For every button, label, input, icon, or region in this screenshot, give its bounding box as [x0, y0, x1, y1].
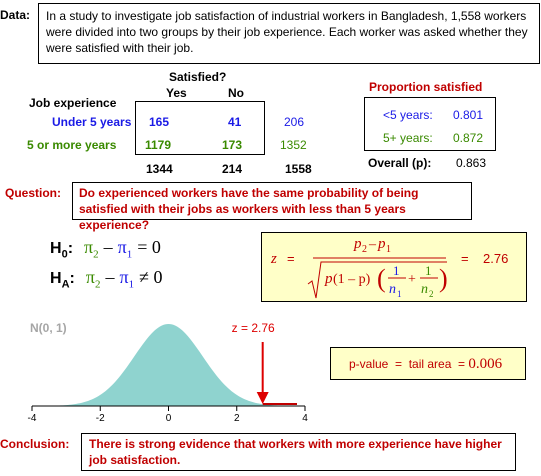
conclusion-label: Conclusion:	[0, 437, 70, 451]
h0-pi1-sub: 1	[126, 248, 133, 261]
formula-frac1-n: n	[389, 282, 396, 297]
pvalue-text: p-value = tail area =	[349, 357, 469, 371]
formula-num-minus: –	[369, 237, 376, 252]
z-annotation: z = 2.76	[231, 321, 275, 335]
proportion-title: Proportion satisfied	[369, 80, 483, 94]
row-under5-no: 41	[228, 115, 242, 129]
ha-pi1-sub: 1	[128, 278, 135, 291]
question-box	[72, 182, 472, 232]
col-no-header: No	[228, 86, 244, 100]
h0-pi1: π	[117, 237, 127, 257]
ha-pi2-sub: 2	[94, 278, 101, 291]
h0-pi2-sub: 2	[93, 248, 99, 261]
pvalue-box	[330, 347, 526, 380]
z-arrow-head	[257, 392, 269, 404]
formula-rparen: )	[439, 264, 448, 293]
question-label: Question:	[5, 186, 61, 200]
formula-num-p2: p	[354, 236, 362, 252]
formula-frac1-sub: 1	[397, 289, 402, 299]
dist-label: N(0, 1)	[30, 321, 67, 335]
h0-hypothesis: $H_0$: $\pi_2 - \pi_1 = 0$	[50, 237, 161, 261]
col-yes-header: Yes	[166, 86, 187, 100]
formula-frac2-sub: 2	[429, 289, 434, 299]
conclusion-box	[81, 433, 516, 471]
formula-plus: +	[408, 272, 416, 287]
formula-z: z	[271, 251, 277, 267]
ha-sub: A	[61, 278, 70, 291]
row-under5-total: 206	[284, 115, 305, 129]
x-tick-label-2: 0	[165, 413, 172, 422]
row-over5-yes: 1179	[145, 138, 172, 152]
proportion-under5-value: 0.801	[453, 108, 484, 122]
formula-svg	[261, 232, 527, 302]
ha-pi2: π	[85, 267, 95, 287]
ha-hypothesis: $H_A$: $\pi_2 - \pi_1 \ne 0$	[50, 267, 163, 291]
data-label: Data:	[0, 8, 31, 22]
ha-label: H	[50, 270, 62, 287]
data-box	[38, 3, 540, 64]
formula-den-one-minus: (1 – p)	[333, 272, 371, 287]
x-tick-label-1: -2	[95, 413, 105, 422]
formula-frac1-one: 1	[393, 263, 400, 278]
h0-sub: 0	[61, 248, 68, 261]
proportion-overall-label: Overall (p):	[368, 156, 432, 170]
formula-result-equals: =	[461, 251, 469, 266]
total-all: 1558	[285, 162, 312, 176]
formula-frac2-n: n	[421, 282, 428, 297]
row-under5-label: Under 5 years	[52, 115, 132, 129]
formula-num-p1: p	[378, 236, 386, 252]
row-over5-no: 173	[222, 138, 243, 152]
h0-minus: –	[103, 237, 113, 257]
x-tick-label-3: 2	[233, 413, 240, 422]
ha-pi1: π	[119, 267, 129, 287]
normal-plot	[0, 310, 330, 422]
data-text: In a study to investigate job satisfaction of industrial workers in Bangladesh, 1,558 workers were divided into two groups by their job experience. Each worker was asked whether they were satisfied with their job.	[46, 9, 528, 55]
proportion-over5-label: 5+ years:	[383, 131, 433, 145]
x-tick-label-0: -4	[27, 413, 37, 422]
formula-frac2-one: 1	[425, 263, 432, 278]
proportion-overall-value: 0.863	[456, 156, 487, 170]
formula-result: 2.76	[483, 251, 509, 266]
row-over5-total: 1352	[280, 138, 307, 152]
formula-equals: =	[287, 251, 295, 266]
x-tick-label-4: 4	[302, 413, 308, 422]
total-no: 214	[222, 162, 243, 176]
row-over5-label: 5 or more years	[27, 138, 117, 152]
h0-label: H	[50, 240, 62, 257]
formula-lparen: (	[377, 264, 386, 293]
h0-pi2: π	[84, 237, 94, 257]
pvalue-value: 0.006	[468, 356, 503, 372]
conclusion-text: There is strong evidence that workers with more experience have higher job satisfaction.	[89, 437, 502, 467]
total-yes: 1344	[146, 162, 173, 176]
formula-num-sub2: 2	[362, 244, 367, 255]
question-text: Do experienced workers have the same probability of being satisfied with their jobs as workers with less than 5 years experience?	[79, 186, 419, 232]
proportion-over5-value: 0.872	[453, 131, 484, 145]
ha-neq: ≠ 0	[139, 267, 163, 287]
formula-num-sub1: 1	[386, 244, 391, 255]
row-under5-yes: 165	[149, 115, 170, 129]
h0-eq: = 0	[137, 237, 161, 257]
row-header: Job experience	[29, 96, 117, 110]
ha-minus: –	[105, 267, 115, 287]
satisfied-header: Satisfied?	[169, 70, 227, 84]
formula-den-p: p	[325, 271, 333, 287]
proportion-under5-label: <5 years:	[383, 108, 433, 122]
